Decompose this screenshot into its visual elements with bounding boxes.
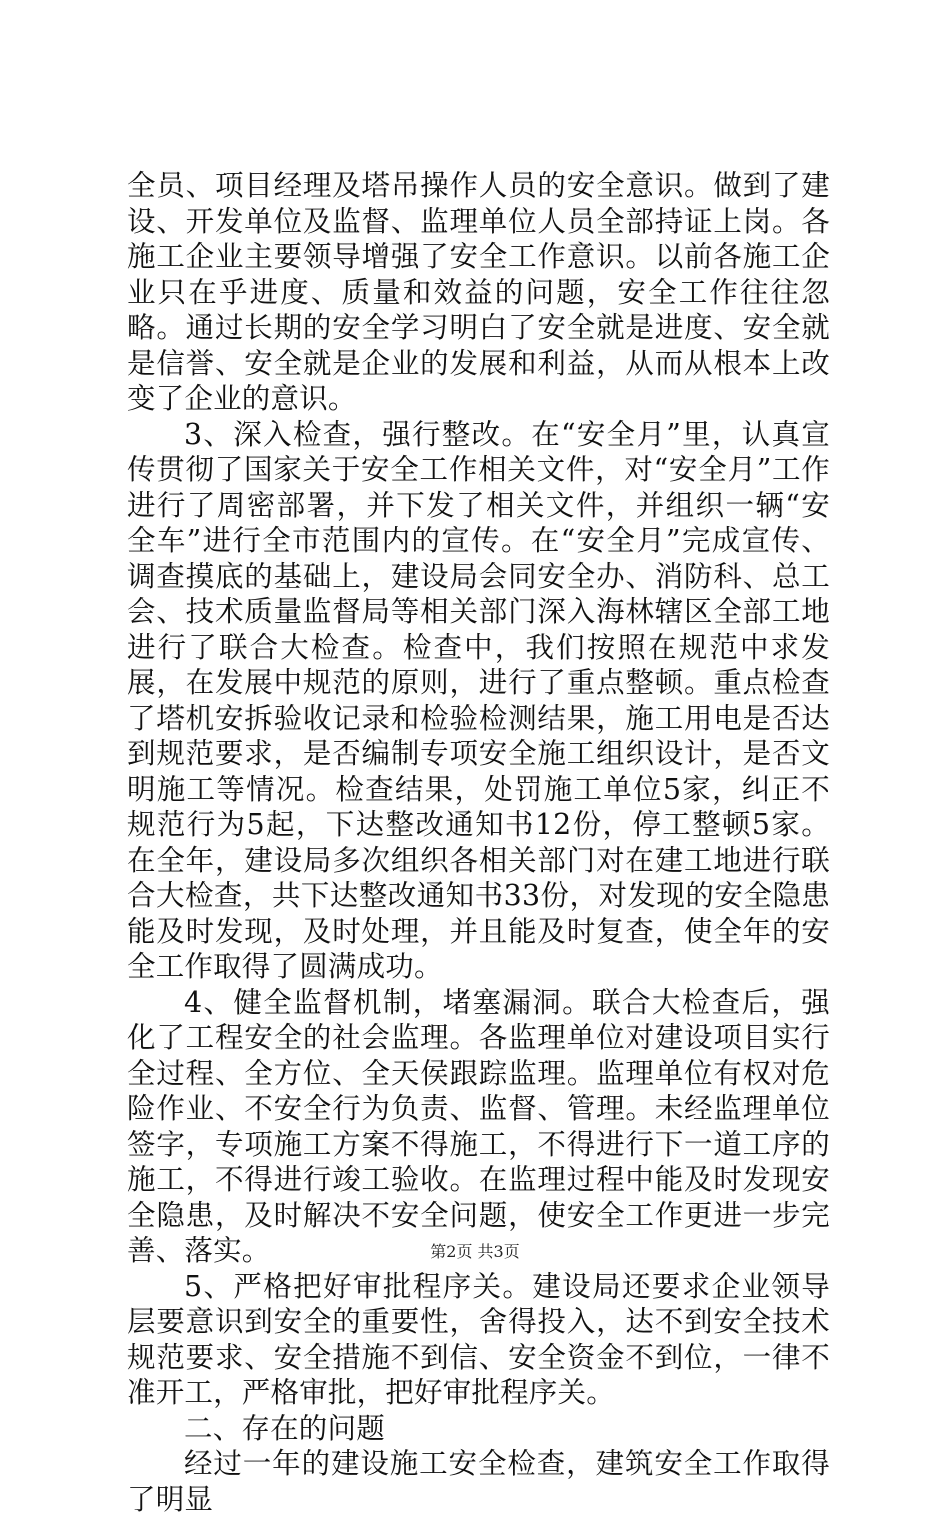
page-footer: 第2页 共3页: [430, 1242, 520, 1261]
paragraph-continuation: 全员、项目经理及塔吊操作人员的安全意识。做到了建设、开发单位及监督、监理单位人员全部持证上岗。各施工企业主要领导增强了安全工作意识。以前各施工企业只在乎进度、质量和效益的问题，安全工作往往忽略。通过长期的安全学习明白了安全就是进度、安全就是信誉、安全就是企业的发展和利益，从而从根本上改变了企业的意识。: [127, 169, 830, 415]
paragraph-section-intro: 经过一年的建设施工安全检查，建筑安全工作取得了明显: [127, 1447, 830, 1516]
document-body: [127, 168, 830, 1517]
paragraph-item-4: 4、健全监督机制，堵塞漏洞。联合大检查后，强化了工程安全的社会监理。各监理单位对建设项目实行全过程、全方位、全天侯跟踪监理。监理单位有权对危险作业、不安全行为负责、监督、管理。未经监理单位签字，专项施工方案不得施工，不得进行下一道工序的施工，不得进行竣工验收。在监理过程中能及时发现安全隐患，及时解决不安全问题，使安全工作更进一步完善、落实。: [127, 985, 830, 1267]
paragraph-item-3: 3、深入检查，强行整改。在“安全月”里，认真宣传贯彻了国家关于安全工作相关文件，对“安全月”工作进行了周密部署，并下发了相关文件，并组织一辆“安全车”进行全市范围内的宣传。在“安全月”完成宣传、调查摸底的基础上，建设局会同安全办、消防科、总工会、技术质量监督局等相关部门深入海林辖区全部工地进行了联合大检查。检查中，我们按照在规范中求发展，在发展中规范的原则，进行了重点整顿。重点检查了塔机安拆验收记录和检验检测结果，施工用电是否达到规范要求，是否编制专项安全施工组织设计，是否文明施工等情况。检查结果，处罚施工单位5家，纠正不规范行为5起，下达整改通知书12份，停工整顿5家。在全年，建设局多次组织各相关部门对在建工地进行联合大检查，共下达整改通知书33份，对发现的安全隐患能及时发现，及时处理，并且能及时复查，使全年的安全工作取得了圆满成功。: [127, 417, 830, 983]
section-heading: 二、存在的问题: [184, 1411, 385, 1445]
paragraph-item-5: 5、严格把好审批程序关。建设局还要求企业领导层要意识到安全的重要性，舍得投入，达不到安全技术规范要求、安全措施不到信、安全资金不到位，一律不准开工，严格审批，把好审批程序关。: [127, 1269, 830, 1409]
